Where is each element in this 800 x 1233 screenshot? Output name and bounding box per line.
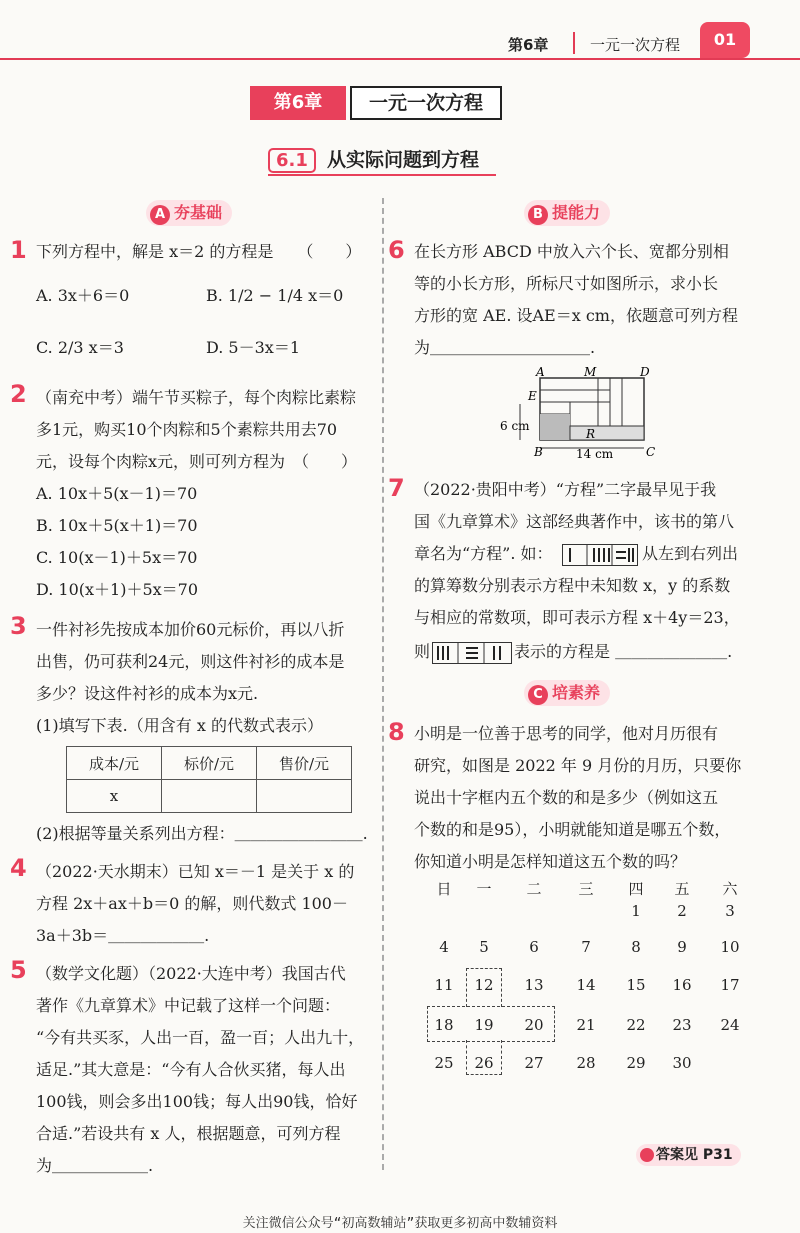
plus-icon [640,1148,654,1162]
q2-option-c: C. 10(x－1)＋5x＝70 [36,548,198,567]
q8-line-3: 说出十字框内五个数的和是多少（例如这五 [414,788,719,807]
calendar-day: 16 [672,976,692,994]
calendar-day: 13 [524,976,544,994]
header-divider [573,32,575,54]
tag-literacy [524,680,610,706]
q7-line-5: 与相应的常数项，即可表示方程 x＋4y＝23， [414,608,740,627]
calendar-day: 20 [524,1016,544,1034]
point-label-c: C [646,445,656,459]
calendar-day: 22 [626,1016,646,1034]
header-chapter: 第6章 [508,36,549,54]
q3-line-3: 多少？设这件衬衫的成本为x元. [36,684,259,703]
q7-line-3b: 从左到右列出 [642,544,739,563]
calendar-weekday: 六 [722,880,738,898]
q8-line-1: 小明是一位善于思考的同学，他对月历很有 [414,724,719,743]
q6-line-3: 方形的宽 AE. 设AE＝x cm，依题意可列方程 [414,306,738,325]
q4-line-1: （2022·天水期末）已知 x＝－1 是关于 x 的 [36,862,355,881]
q5-line-4: 适足.”其大意是：“今有人合伙买猪，每人出 [36,1060,346,1079]
q1-option-a: A. 3x＋6＝0 [36,286,130,305]
tag-basic-label: 夯基础 [174,203,223,222]
shaded-region [570,426,644,440]
calendar-day: 5 [479,938,489,956]
q5-line-1: （数学文化题）（2022·大连中考）我国古代 [36,964,346,983]
calendar-weekday: 三 [578,880,594,898]
chapter-label: 第6章 [250,86,346,120]
q7-line-3a: 章名为“方程”. 如： [414,544,553,563]
q8-line-2: 研究，如图是 2022 年 9 月份的月历，只要你 [414,756,742,775]
q5-line-5: 100钱，则会多出100钱；每人出90钱，恰好 [36,1092,358,1111]
rectangle-figure [500,364,670,460]
point-label-a: A [536,365,545,379]
q6-line-1: 在长方形 ABCD 中放入六个长、宽都分别相 [414,242,729,261]
calendar-weekday: 五 [674,880,690,898]
q2-option-a: A. 10x＋5(x－1)＝70 [36,484,198,503]
calendar-weekday: 一 [476,880,492,898]
calendar-day: 2 [677,902,687,920]
q8-line-4: 个数的和是95），小明就能知道是哪五个数， [414,820,731,839]
calendar-weekday: 日 [436,880,452,898]
page-number: 01 [700,22,750,58]
answer-reference[interactable] [636,1144,741,1166]
header-title: 一元一次方程 [590,36,681,54]
calendar-day: 30 [672,1054,692,1072]
calendar-day: 24 [720,1016,740,1034]
q7-line-2: 国《九章算术》这部经典著作中，该书的第八 [414,512,735,531]
section-heading [268,145,479,173]
tag-ability-label: 提能力 [552,203,601,222]
rods-group [438,646,500,660]
calendar-weekday: 二 [526,880,542,898]
calendar-day: 21 [576,1016,596,1034]
q6-line-4: 为＿＿＿＿＿＿＿＿＿＿. [414,338,596,357]
rods-group [570,548,633,562]
q3-line-2: 出售，仍可获利24元，则这件衬衫的成本是 [36,652,345,671]
shaded-region [540,414,570,440]
q5-line-6: 合适.”若设共有 x 人，根据题意，可列方程 [36,1124,341,1143]
chapter-banner [250,86,504,120]
q5-line-7: 为＿＿＿＿＿＿. [36,1156,154,1175]
calendar-day: 29 [626,1054,646,1072]
counting-rods-example [562,544,638,566]
point-label-m: M [584,365,597,379]
q3-table-cell[interactable] [257,780,352,813]
q8-number: 8 [388,718,405,746]
section-title: 从实际问题到方程 [326,149,479,171]
calendar-day: 18 [434,1016,454,1034]
calendar-day: 23 [672,1016,692,1034]
point-label-d: D [640,365,650,379]
tag-literacy-label: 培素养 [552,683,601,702]
column-divider [382,198,384,1170]
calendar-day: 12 [474,976,494,994]
q5-line-2: 著作《九章算术》中记载了这样一个问题： [36,996,341,1015]
q5-line-3: “今有共买豕，人出一百，盈一百；人出九十， [36,1028,365,1047]
calendar-day: 19 [474,1016,494,1034]
calendar-day: 1 [631,902,641,920]
q7-line-6a: 则 [414,642,431,661]
calendar-day: 7 [581,938,591,956]
section-number: 6.1 [268,148,316,173]
q2-line-3: 元，设每个肉粽x元，则可列方程为 （ ） [36,452,358,471]
height-label: 6 cm [500,419,530,433]
q7-number: 7 [388,474,405,502]
cross-frame-middle [427,1006,555,1042]
q3-table-header: 成本/元 [67,747,162,780]
tag-basic [146,200,232,226]
q1-stem: 下列方程中，解是 x＝2 的方程是 （ ） [36,242,362,261]
q8-line-5: 你知道小明是怎样知道这五个数的吗？ [414,852,687,871]
calendar-day: 10 [720,938,740,956]
q3-part-1: (1)填写下表.（用含有 x 的代数式表示） [36,716,323,735]
q3-part-2: (2)根据等量关系列出方程：＿＿＿＿＿＿＿＿. [36,824,368,843]
calendar-day: 28 [576,1054,596,1072]
calendar-day: 26 [474,1054,494,1072]
point-label-r: R [586,427,596,441]
calendar-day: 4 [439,938,449,956]
calendar-weekday: 四 [628,880,644,898]
q4-line-2: 方程 2x＋ax＋b＝0 的解，则代数式 100－ [36,894,348,913]
width-label: 14 cm [576,447,614,460]
q5-number: 5 [10,956,27,984]
tag-letter-c: C [528,685,548,705]
cross-frame-bottom [466,1040,502,1075]
q7-line-1: （2022·贵阳中考）“方程”二字最早见于我 [414,480,717,499]
calendar-day: 17 [720,976,740,994]
calendar-day: 25 [434,1054,454,1072]
q3-line-1: 一件衬衫先按成本加价60元标价，再以八折 [36,620,345,639]
calendar-day: 6 [529,938,539,956]
q3-table-header: 售价/元 [257,747,352,780]
calendar-day: 8 [631,938,641,956]
header-rule [0,58,800,60]
point-label-b: B [534,445,543,459]
tag-letter-a: A [150,205,170,225]
q1-option-b: B. 1/2 − 1/4 x＝0 [206,286,344,305]
answer-reference-label: 答案见 P31 [656,1147,733,1163]
calendar-day: 15 [626,976,646,994]
chapter-title: 一元一次方程 [350,86,502,120]
q2-line-2: 多1元，购买10个肉粽和5个素粽共用去70 [36,420,338,439]
q6-line-2: 等的小长方形，所标尺寸如图所示，求小长 [414,274,719,293]
calendar-day: 3 [725,902,735,920]
q4-number: 4 [10,854,27,882]
q3-table-cell[interactable] [162,780,257,813]
calendar-day: 11 [434,976,454,994]
tag-ability [524,200,610,226]
q2-option-d: D. 10(x＋1)＋5x＝70 [36,580,199,599]
q6-number: 6 [388,236,405,264]
calendar-day: 9 [677,938,687,956]
q3-table [66,746,352,813]
section-underline [268,174,496,176]
q2-option-b: B. 10x＋5(x＋1)＝70 [36,516,198,535]
point-label-e: E [528,389,537,403]
q7-line-4: 的算筹数分别表示方程中未知数 x，y 的系数 [414,576,731,595]
q4-line-3: 3a＋3b＝＿＿＿＿＿＿. [36,926,210,945]
calendar-day: 27 [524,1054,544,1072]
q2-number: 2 [10,380,27,408]
footer-note: 关注微信公众号“初高数辅站”获取更多初高中数辅资料 [242,1216,558,1231]
q1-number: 1 [10,236,27,264]
q2-line-1: （南充中考）端午节买粽子，每个肉粽比素粽 [36,388,357,407]
calendar-day: 14 [576,976,596,994]
q3-table-header: 标价/元 [162,747,257,780]
q7-line-6b: 表示的方程是 ＿＿＿＿＿＿＿. [514,642,733,661]
q3-number: 3 [10,612,27,640]
q1-option-d: D. 5－3x＝1 [206,338,300,357]
q1-option-c: C. 2/3 x＝3 [36,338,124,357]
counting-rods-question [432,642,512,664]
cross-frame-top [466,968,502,1007]
q3-table-cell[interactable]: x [67,780,162,813]
tag-letter-b: B [528,205,548,225]
